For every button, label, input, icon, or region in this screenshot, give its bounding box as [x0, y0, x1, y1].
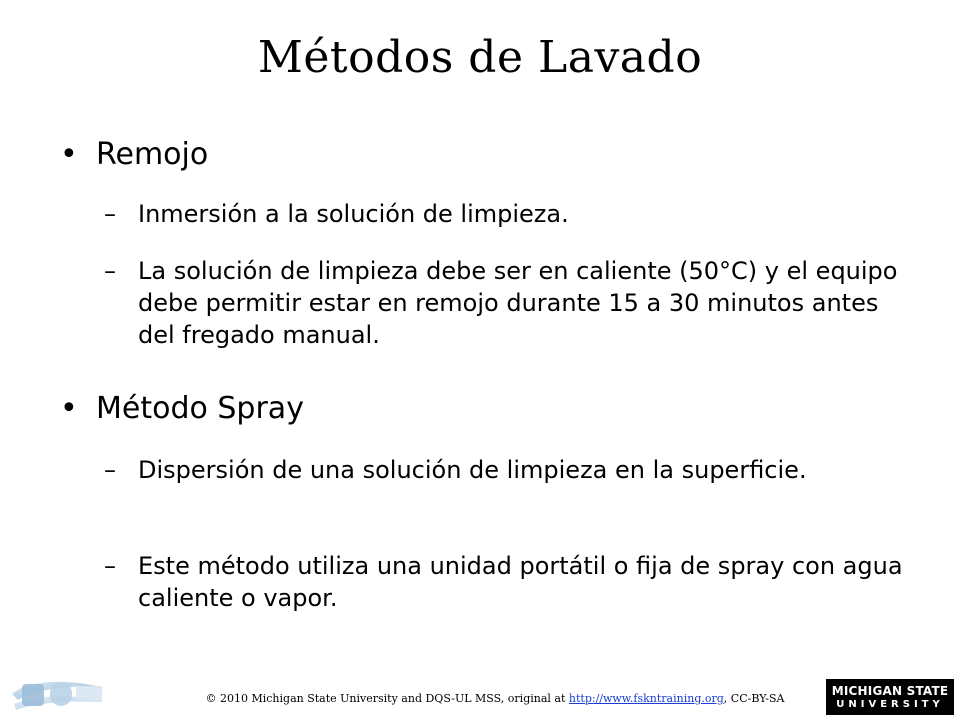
msu-logo-line2: UNIVERSITY [836, 699, 944, 710]
msu-logo-line1: MICHIGAN STATE [831, 684, 949, 698]
sub-bullet-text: Inmersión a la solución de limpieza. [138, 200, 569, 228]
bullet-dot-icon: • [60, 391, 78, 426]
footer-suffix: , CC-BY-SA [723, 692, 785, 705]
slide-title: Métodos de Lavado [257, 32, 703, 83]
sub-bullet-text: Este método utiliza una unidad portátil o fija de spray con agua caliente o vapor. [138, 552, 903, 612]
footer-link[interactable]: http://www.fskntraining.org [568, 692, 724, 705]
dash-icon: – [104, 552, 116, 580]
bullet-dot-icon: • [60, 137, 78, 172]
footer-prefix: © 2010 Michigan State University and DQS-UL MSS, original at [205, 692, 569, 705]
dash-icon: – [104, 456, 116, 484]
sub-bullet-text: Dispersión de una solución de limpieza en la superficie. [138, 456, 807, 484]
msu-logo [826, 679, 954, 715]
dash-icon: – [104, 257, 116, 285]
dash-icon: – [104, 200, 116, 228]
sub-bullet-text: La solución de limpieza debe ser en caliente (50°C) y el equipo debe permitir estar en remojo durante 15 a 30 minutos antes del fregado manual. [138, 257, 898, 349]
section-heading: Remojo [96, 137, 209, 172]
footer-copyright [180, 692, 810, 706]
section-heading: Método Spray [96, 391, 304, 426]
dqs-ul-logo-icon [8, 674, 108, 714]
